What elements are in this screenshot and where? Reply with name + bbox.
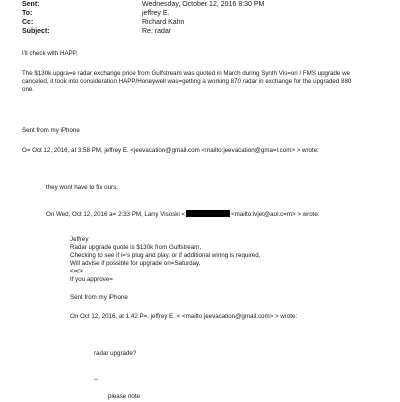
quote1-header: O= Oct 12, 2016, at 3:58 PM, jeffrey E. <jeevacation@gmail.com <mailto:jeevacation@gma=l.com> > wrote:	[22, 147, 319, 154]
sent-from-iphone: Sent from my iPhone	[22, 127, 80, 134]
q2-line-2: Checking to see if i='s plug and play, or if additional wiring is required,	[70, 252, 261, 259]
sent-value: Wednesday, October 12, 2016 8:30 PM	[142, 1, 265, 8]
quote2-header-start: On Wed, Oct 12, 2016 a= 2:33 PM, Larry Visoski <	[46, 211, 186, 218]
reply-para-line-3: one.	[22, 86, 35, 93]
q2-line-1: Radar upgrade quote is $130k from Gulfstream,	[70, 244, 202, 251]
subject-label: Subject:	[22, 28, 50, 35]
quote1-text: they wont have to fix ours.	[46, 184, 118, 191]
redaction-box	[186, 210, 230, 217]
q2-greeting: Jeffrey	[70, 236, 89, 243]
quote3-header: On Oct 12, 2016, at 1:42 P=, jeffrey E. < <mailto:jeevacation@gmail.com> > wrote:	[70, 313, 298, 320]
reply-para-line-1: The $130k upgra=e radar exchange price from Gulfstream was quoted in March during Synth Vis=on / FMS upgrade we	[22, 70, 351, 77]
reply-line-1: I'll check with HAPP,	[22, 50, 78, 57]
cc-value: Richard Kahn	[142, 19, 185, 26]
quote3-text: radar upgrade?	[94, 350, 137, 357]
q2-line-5: If you approve=	[70, 276, 113, 283]
subject-value: Re: radar	[142, 28, 172, 35]
q2-line-3: Will advise if possible for upgrade on=Saturday,	[70, 260, 201, 267]
please-note: please note	[108, 393, 140, 400]
q2-line-4: <=r>	[70, 268, 83, 275]
quote2-header	[46, 210, 320, 220]
q2-sent-from-iphone: Sent from my iPhone	[70, 294, 128, 301]
quote2-header-end: <mailto:lvjet@aol.c=m> > wrote:	[231, 211, 320, 218]
signature-dashes: --	[94, 376, 99, 383]
to-label: To:	[22, 10, 33, 17]
reply-para-line-2: canceled, it took into consideration HAPP/Honeywell was=getting a working 870 radar in exchange for the upgraded 880	[22, 78, 352, 85]
sent-label: Sent:	[22, 1, 40, 8]
cc-label: Cc:	[22, 19, 34, 26]
to-value: jeffrey E.	[142, 10, 170, 17]
